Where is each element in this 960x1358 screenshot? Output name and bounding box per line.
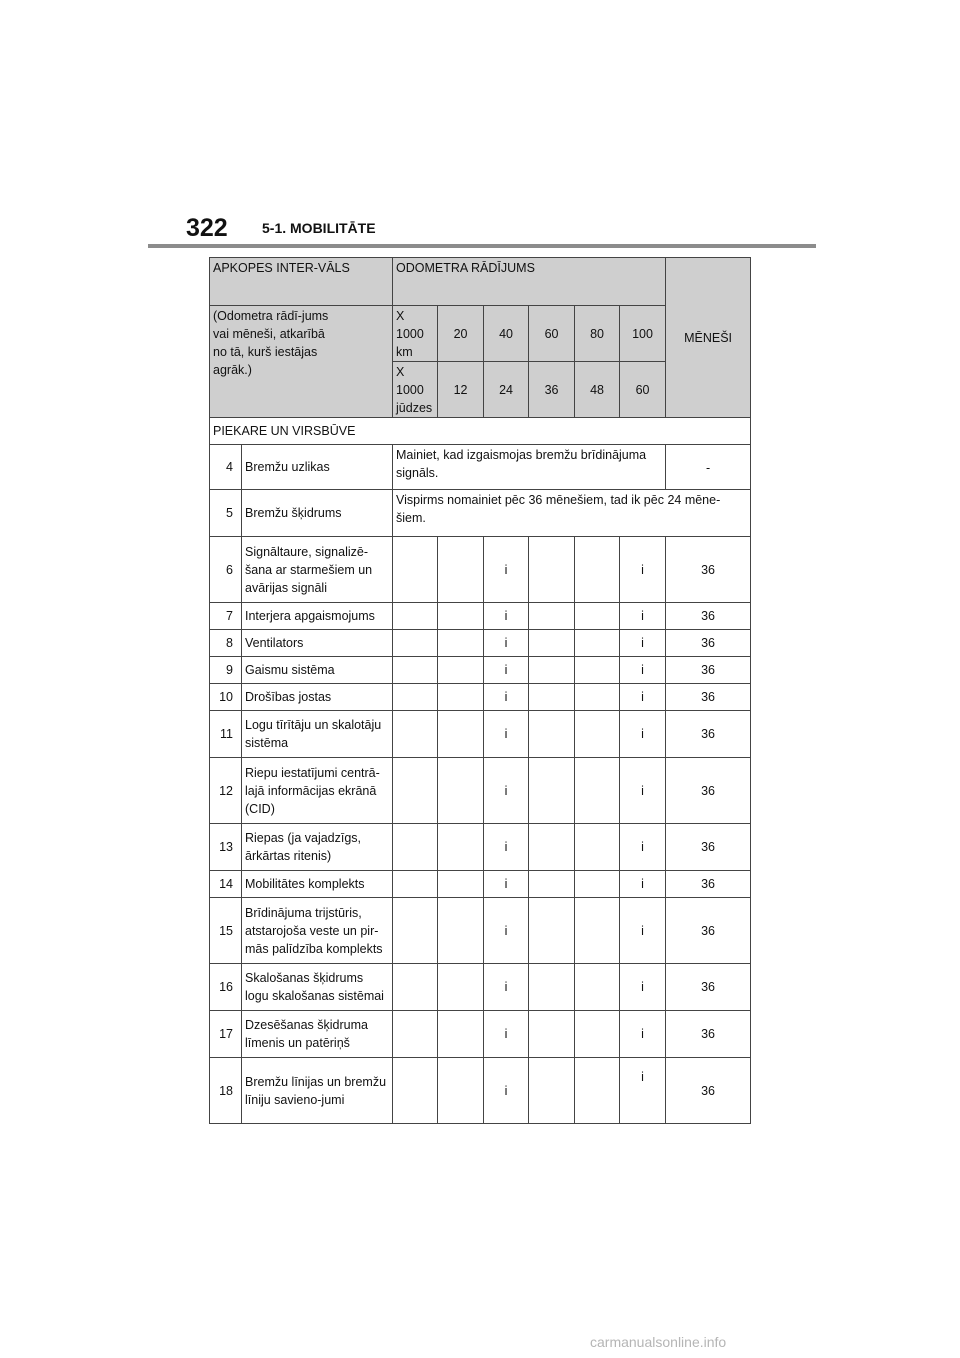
odometer-label: ODOMETRA RĀDĪJUMS <box>393 258 666 306</box>
item-name: Riepu iestatījumi centrā-lajā informācijas ekrānā (CID) <box>242 758 393 824</box>
item-number: 14 <box>210 871 242 898</box>
inspect-mark: i <box>620 964 666 1011</box>
interval-cell <box>529 964 575 1011</box>
inspect-mark: i <box>620 758 666 824</box>
inspect-mark: i <box>484 898 529 964</box>
item-number: 11 <box>210 711 242 758</box>
interval-note-text: (Odometra rādī-jums vai mēneši, atkarībā no tā, kurš iestājas agrāk.) <box>213 309 329 377</box>
mile-value: 12 <box>438 362 484 418</box>
item-name: Gaismu sistēma <box>242 657 393 684</box>
inspect-mark: i <box>620 684 666 711</box>
watermark: carmanualsonline.info <box>590 1334 727 1350</box>
mile-value: 36 <box>529 362 575 418</box>
table-row <box>210 445 751 490</box>
interval-cell <box>575 871 620 898</box>
inspect-mark: i <box>484 630 529 657</box>
table-row <box>210 1011 751 1058</box>
interval-note <box>210 306 393 418</box>
item-number: 4 <box>210 445 242 490</box>
item-number: 8 <box>210 630 242 657</box>
months-value: 36 <box>666 1058 751 1124</box>
months-label: MĒNEŠI <box>666 258 751 418</box>
item-name: Skalošanas šķidrums logu skalošanas sistēmai <box>242 964 393 1011</box>
item-number: 16 <box>210 964 242 1011</box>
interval-cell <box>438 537 484 603</box>
interval-cell <box>575 824 620 871</box>
months-value: 36 <box>666 630 751 657</box>
months-value: - <box>666 445 751 490</box>
inspect-mark: i <box>620 898 666 964</box>
interval-cell <box>438 711 484 758</box>
interval-cell <box>438 824 484 871</box>
page-header <box>148 214 816 248</box>
interval-cell <box>393 684 438 711</box>
interval-cell <box>393 1058 438 1124</box>
inspect-mark: i <box>620 871 666 898</box>
months-value: 36 <box>666 964 751 1011</box>
interval-cell <box>575 1011 620 1058</box>
inspect-mark: i <box>620 711 666 758</box>
inspect-mark: i <box>620 537 666 603</box>
item-name: Brīdinājuma trijstūris, atstarojoša veste un pir-mās palīdzība komplekts <box>242 898 393 964</box>
inspect-mark: i <box>620 1011 666 1058</box>
item-name: Mobilitātes komplekts <box>242 871 393 898</box>
mile-value: 48 <box>575 362 620 418</box>
interval-cell <box>529 871 575 898</box>
interval-cell <box>529 684 575 711</box>
inspect-mark: i <box>484 603 529 630</box>
item-number: 6 <box>210 537 242 603</box>
inspect-mark: i <box>620 657 666 684</box>
interval-cell <box>393 1011 438 1058</box>
inspect-mark: i <box>484 824 529 871</box>
km-value: 100 <box>620 306 666 362</box>
months-value: 36 <box>666 871 751 898</box>
item-name: Bremžu uzlikas <box>242 445 393 490</box>
table-row <box>210 1058 751 1124</box>
item-note: Vispirms nomainiet pēc 36 mēnešiem, tad ik pēc 24 mēne-šiem. <box>393 490 751 537</box>
item-number: 12 <box>210 758 242 824</box>
inspect-mark: i <box>484 758 529 824</box>
table-row <box>210 603 751 630</box>
item-name: Logu tīrītāju un skalotāju sistēma <box>242 711 393 758</box>
interval-label: APKOPES INTER-VĀLS <box>210 258 393 306</box>
table-row <box>210 711 751 758</box>
months-value: 36 <box>666 1011 751 1058</box>
miles-label: X 1000 jūdzes <box>393 362 438 418</box>
interval-cell <box>393 657 438 684</box>
interval-cell <box>575 1058 620 1124</box>
item-name: Dzesēšanas šķidruma līmenis un patēriņš <box>242 1011 393 1058</box>
km-value: 60 <box>529 306 575 362</box>
interval-cell <box>575 630 620 657</box>
header-row-1 <box>210 258 751 306</box>
table-row <box>210 964 751 1011</box>
item-rows <box>210 537 751 1124</box>
interval-cell <box>575 898 620 964</box>
table-row <box>210 490 751 537</box>
interval-cell <box>438 630 484 657</box>
item-name: Bremžu līnijas un bremžu līniju savieno-jumi <box>242 1058 393 1124</box>
interval-cell <box>529 758 575 824</box>
inspect-mark: i <box>484 964 529 1011</box>
interval-cell <box>438 1058 484 1124</box>
months-value: 36 <box>666 711 751 758</box>
interval-cell <box>393 871 438 898</box>
inspect-mark: i <box>484 1058 529 1124</box>
section-title: 5-1. MOBILITĀTE <box>262 220 376 236</box>
mile-value: 60 <box>620 362 666 418</box>
interval-cell <box>529 824 575 871</box>
interval-cell <box>393 711 438 758</box>
interval-cell <box>393 824 438 871</box>
interval-cell <box>575 537 620 603</box>
item-number: 5 <box>210 490 242 537</box>
interval-cell <box>529 711 575 758</box>
inspect-mark: i <box>484 657 529 684</box>
interval-cell <box>575 684 620 711</box>
interval-cell <box>529 537 575 603</box>
interval-cell <box>438 684 484 711</box>
item-number: 10 <box>210 684 242 711</box>
interval-cell <box>438 758 484 824</box>
interval-cell <box>438 898 484 964</box>
interval-cell <box>529 898 575 964</box>
item-name: Ventilators <box>242 630 393 657</box>
inspect-mark: i <box>484 1011 529 1058</box>
interval-cell <box>575 711 620 758</box>
months-value: 36 <box>666 657 751 684</box>
item-name: Bremžu šķidrums <box>242 490 393 537</box>
inspect-mark: i <box>620 1058 666 1124</box>
item-number: 18 <box>210 1058 242 1124</box>
interval-cell <box>393 630 438 657</box>
interval-cell <box>393 964 438 1011</box>
table-row <box>210 871 751 898</box>
table-row <box>210 824 751 871</box>
inspect-mark: i <box>484 871 529 898</box>
interval-cell <box>438 603 484 630</box>
item-number: 15 <box>210 898 242 964</box>
interval-cell <box>575 603 620 630</box>
table-row <box>210 684 751 711</box>
section-heading: PIEKARE UN VIRSBŪVE <box>210 418 751 445</box>
item-number: 7 <box>210 603 242 630</box>
table-row <box>210 537 751 603</box>
months-value: 36 <box>666 758 751 824</box>
interval-cell <box>529 1011 575 1058</box>
interval-cell <box>529 630 575 657</box>
months-value: 36 <box>666 537 751 603</box>
inspect-mark: i <box>620 603 666 630</box>
item-number: 17 <box>210 1011 242 1058</box>
item-note: Mainiet, kad izgaismojas bremžu brīdinājuma signāls. <box>393 445 666 490</box>
interval-cell <box>393 537 438 603</box>
item-name: Riepas (ja vajadzīgs, ārkārtas ritenis) <box>242 824 393 871</box>
interval-cell <box>575 657 620 684</box>
inspect-mark: i <box>484 711 529 758</box>
maintenance-table <box>209 257 751 1124</box>
interval-cell <box>438 871 484 898</box>
km-value: 20 <box>438 306 484 362</box>
inspect-mark: i <box>620 824 666 871</box>
item-number: 9 <box>210 657 242 684</box>
mile-value: 24 <box>484 362 529 418</box>
km-value: 40 <box>484 306 529 362</box>
interval-cell <box>575 964 620 1011</box>
item-name: Interjera apgaismojums <box>242 603 393 630</box>
months-value: 36 <box>666 684 751 711</box>
km-value: 80 <box>575 306 620 362</box>
table-row <box>210 657 751 684</box>
km-label: X 1000 km <box>393 306 438 362</box>
interval-cell <box>529 603 575 630</box>
section-row <box>210 418 751 445</box>
interval-cell <box>393 898 438 964</box>
months-value: 36 <box>666 603 751 630</box>
interval-cell <box>575 758 620 824</box>
interval-cell <box>438 1011 484 1058</box>
interval-cell <box>393 603 438 630</box>
header-rule <box>148 244 816 248</box>
table-row <box>210 758 751 824</box>
item-name: Signāltaure, signalizē-šana ar starmešiem un avārijas signāli <box>242 537 393 603</box>
interval-cell <box>393 758 438 824</box>
interval-cell <box>438 964 484 1011</box>
page-number: 322 <box>186 214 228 242</box>
inspect-mark: i <box>484 684 529 711</box>
item-number: 13 <box>210 824 242 871</box>
table-row <box>210 630 751 657</box>
inspect-mark: i <box>484 537 529 603</box>
table-row <box>210 898 751 964</box>
interval-cell <box>529 1058 575 1124</box>
interval-cell <box>438 657 484 684</box>
interval-cell <box>529 657 575 684</box>
months-value: 36 <box>666 824 751 871</box>
months-value: 36 <box>666 898 751 964</box>
inspect-mark: i <box>620 630 666 657</box>
item-name: Drošības jostas <box>242 684 393 711</box>
